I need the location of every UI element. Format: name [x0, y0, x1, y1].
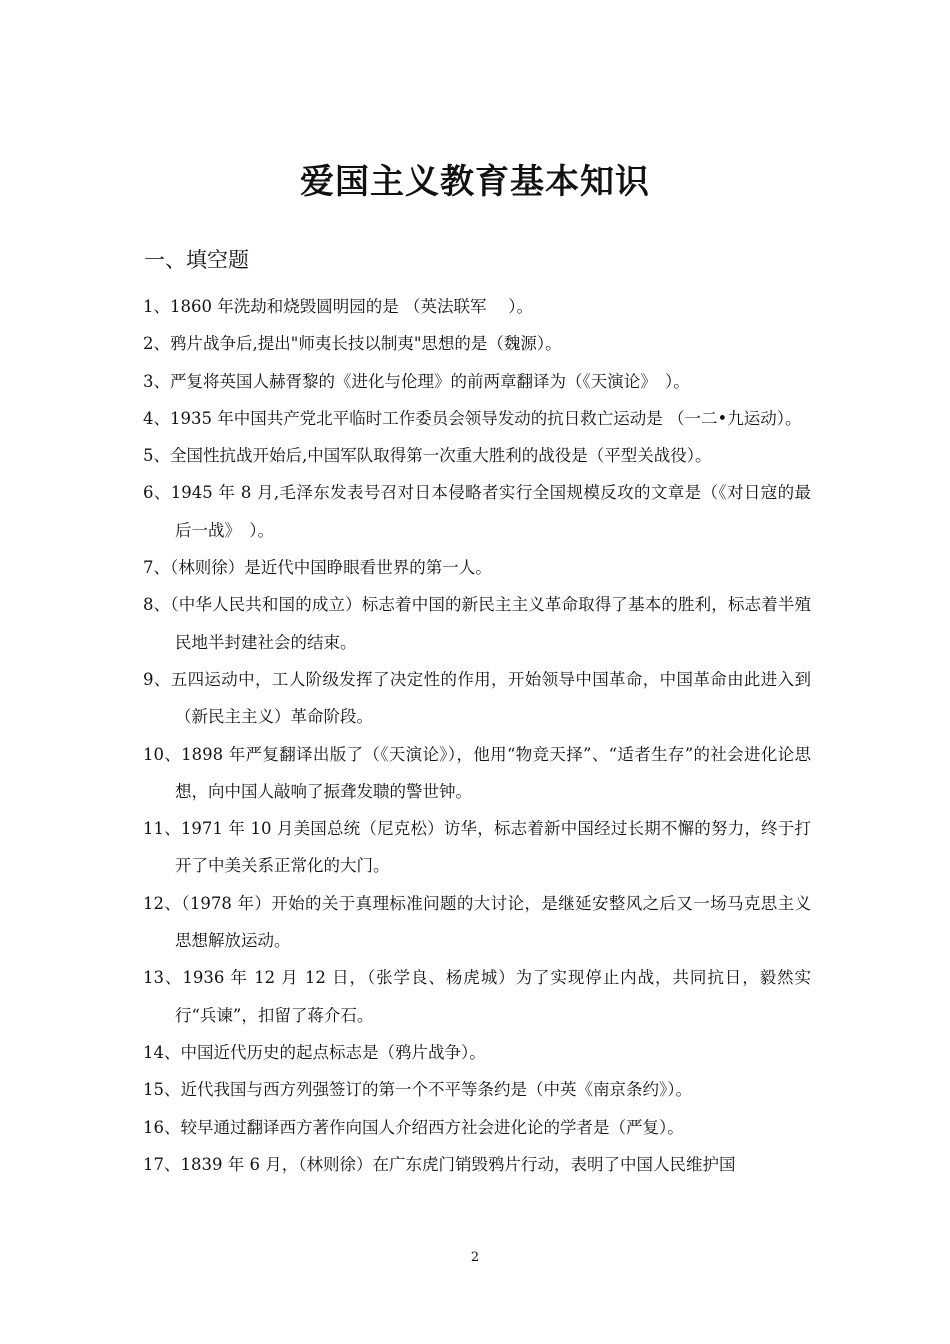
question-number: 12、	[143, 893, 182, 913]
question-text: 五四运动中，工人阶级发挥了决定性的作用，开始领导中国革命，中国革命由此进入到（新民主主义）革命阶段。	[170, 669, 812, 727]
question-item	[143, 736, 811, 811]
question-item	[143, 549, 811, 586]
question-text: 近代我国与西方列强签订的第一个不平等条约是（中英《南京条约》）。	[180, 1080, 692, 1100]
question-text: 1860 年洗劫和烧毁圆明园的是 （英法联军 ）。	[170, 297, 533, 316]
question-item	[143, 661, 811, 736]
question-item	[143, 474, 811, 549]
question-item	[143, 437, 811, 474]
question-number: 1、	[143, 297, 170, 316]
question-number: 2、	[143, 334, 170, 354]
question-text: 1935 年中国共产党北平临时工作委员会领导发动的抗日救亡运动是 （一二•九运动）。	[170, 408, 802, 428]
question-number: 4、	[143, 408, 170, 428]
question-number: 16、	[143, 1117, 181, 1137]
question-item	[143, 288, 811, 325]
question-number: 9、	[143, 669, 171, 689]
question-number: 7、	[143, 558, 170, 578]
question-number: 10、	[143, 744, 182, 764]
question-text: （1978 年）开始的关于真理标准问题的大讨论，是继延安整风之后又一场马克思主义思想解放运动。	[175, 893, 811, 951]
question-text: （林则徐）是近代中国睁眼看世界的第一人。	[170, 558, 492, 578]
question-item	[143, 959, 811, 1034]
question-text: 1898 年严复翻译出版了（《天演论》），他用“物竞天择”、“适者生存”的社会进化论思想，向中国人敲响了振聋发聩的警世钟。	[175, 744, 812, 801]
question-item	[143, 1034, 811, 1071]
question-item	[143, 1109, 811, 1146]
question-number: 13、	[143, 968, 183, 988]
question-number: 15、	[143, 1080, 181, 1100]
question-item	[143, 885, 811, 960]
question-number: 8、	[143, 595, 171, 615]
question-text: 全国性抗战开始后,中国军队取得第一次重大胜利的战役是（平型关战役）。	[170, 446, 712, 466]
question-text: 1936 年 12 月 12 日，（张学良、杨虎城）为了实现停止内战，共同抗日，毅然实行“兵谏”，扣留了蒋介石。	[175, 968, 811, 1025]
question-number: 3、	[143, 371, 170, 391]
question-text: 中国近代历史的起点标志是（鸦片战争）。	[180, 1042, 486, 1062]
question-text: 1945 年 8 月,毛泽东发表号召对日本侵略者实行全国规模反攻的文章是（《对日寇的最后一战》 ）。	[170, 483, 812, 540]
question-text: 严复将英国人赫胥黎的《进化与伦理》的前两章翻译为（《天演论》 ）。	[170, 371, 690, 391]
question-number: 5、	[143, 446, 170, 466]
section-heading: 一、填空题	[144, 248, 249, 272]
question-number: 14、	[143, 1042, 181, 1062]
question-item	[143, 363, 811, 400]
question-text: 1839 年 6 月，（林则徐）在广东虎门销毁鸦片行动，表明了中国人民维护国	[180, 1154, 736, 1174]
question-text: （中华人民共和国的成立）标志着中国的新民主主义革命取得了基本的胜利，标志着半殖民地半封建社会的结束。	[170, 595, 812, 652]
question-item	[143, 810, 811, 885]
question-text: 较早通过翻译西方著作向国人介绍西方社会进化论的学者是（严复）。	[180, 1117, 684, 1137]
question-number: 11、	[143, 819, 181, 839]
question-number: 17、	[143, 1154, 181, 1174]
question-item	[143, 1146, 811, 1183]
question-item	[143, 586, 811, 661]
question-number: 6、	[143, 483, 171, 503]
question-item	[143, 1071, 811, 1108]
question-text: 鸦片战争后,提出"师夷长技以制夷"思想的是（魏源）。	[170, 334, 562, 354]
page-number: 2	[470, 1250, 480, 1265]
question-item	[143, 400, 811, 437]
question-text: 1971 年 10 月美国总统（尼克松）访华，标志着新中国经过长期不懈的努力，终于打开了中美关系正常化的大门。	[175, 819, 811, 876]
question-item	[143, 325, 811, 362]
question-list	[143, 288, 811, 1183]
page-title: 爱国主义教育基本知识	[300, 162, 650, 202]
